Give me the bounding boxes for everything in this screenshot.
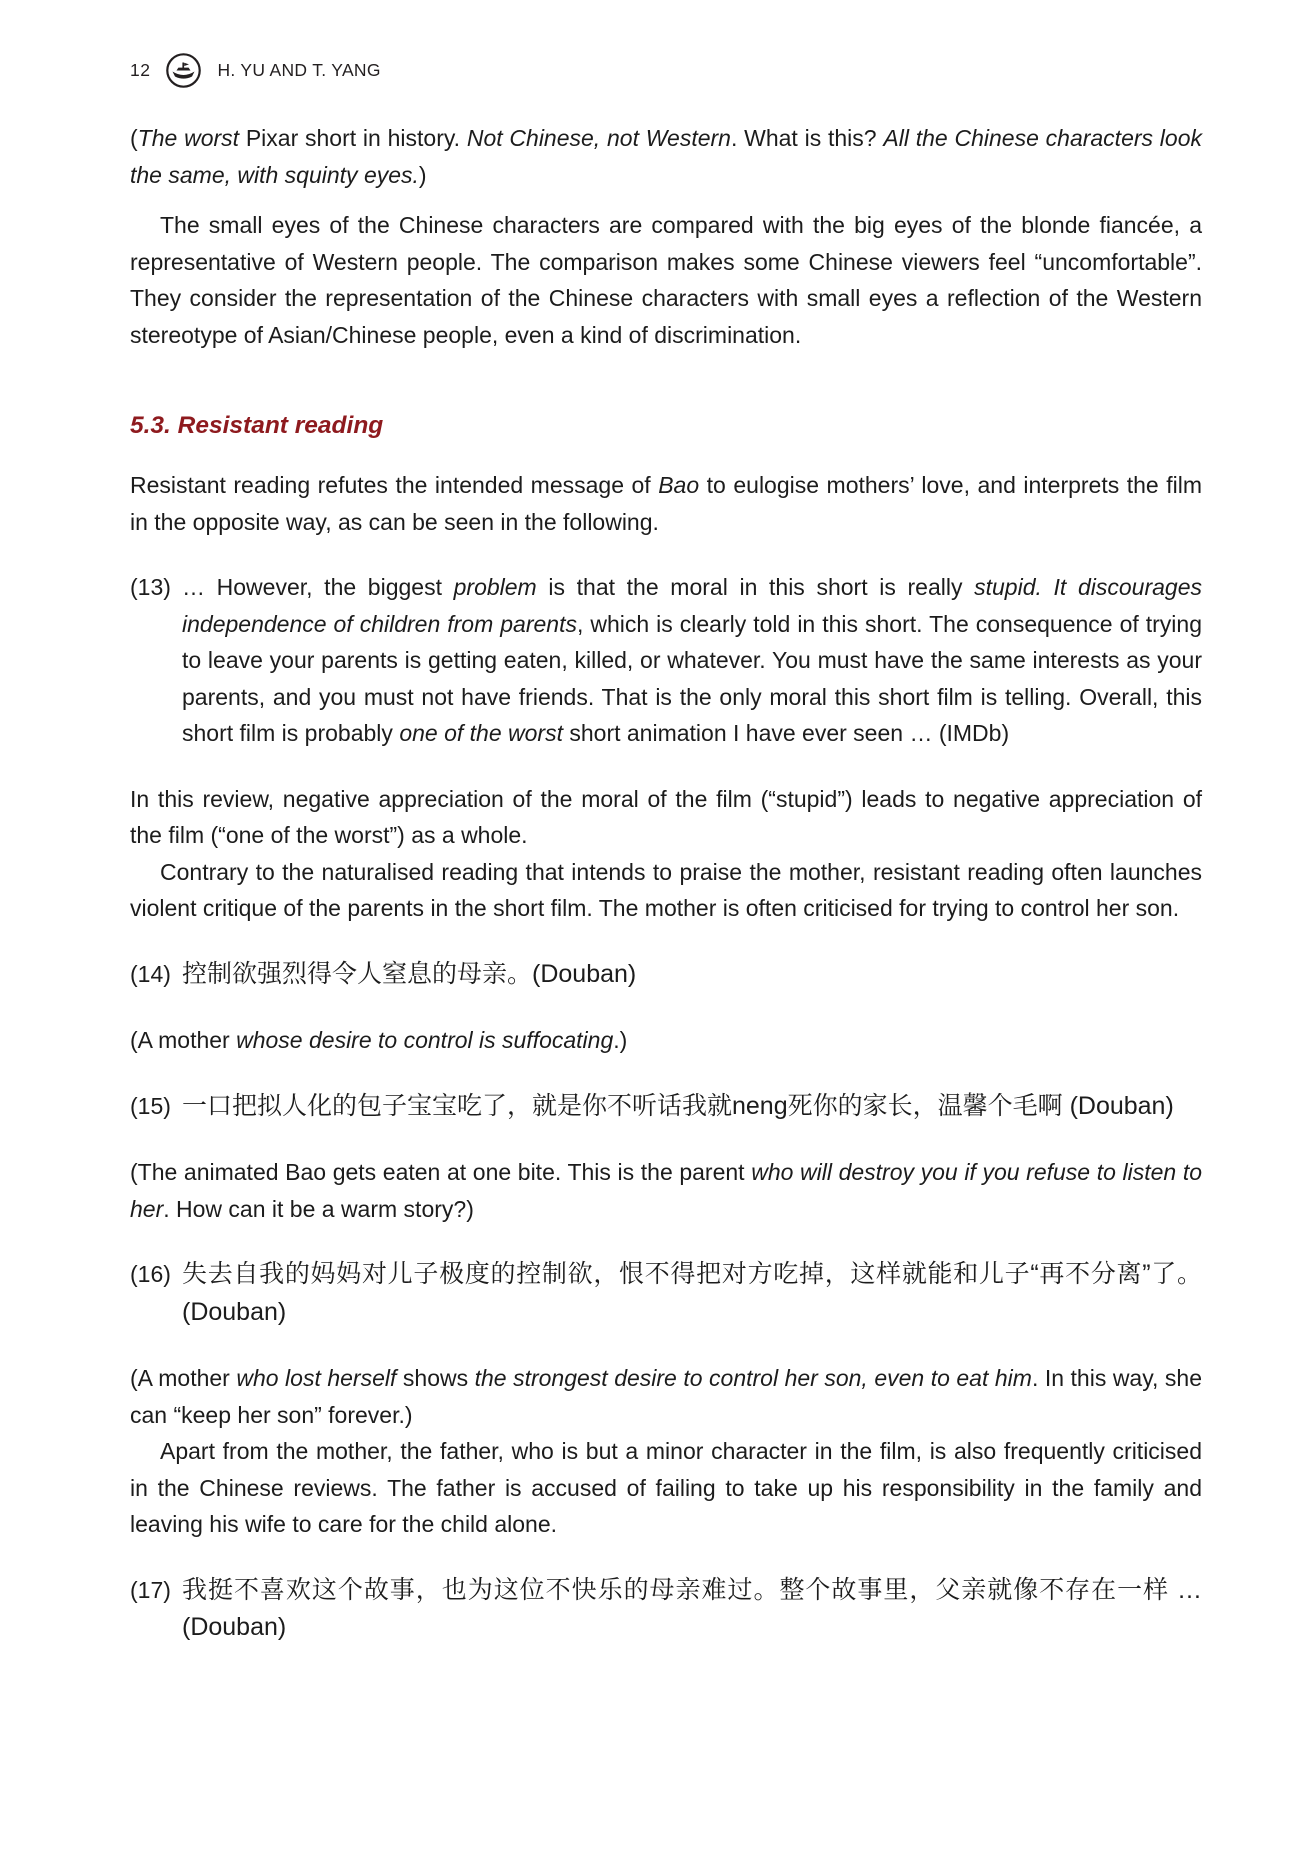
text-run: Apart from the mother, the father, who is but a minor character in the film, is also frequently criticised in the Chinese reviews. The father is accused of failing to take up his responsibility in the family and leaving his wife to care for the child alone. [130,1438,1202,1537]
text-run: 失去自我的妈妈对儿子极度的控制欲，恨不得把对方吃掉，这样就能和儿子“再不分离”了。(Douban) [182,1260,1202,1326]
example-item [130,1088,1202,1126]
text-run: Contrary to the naturalised reading that intends to praise the mother, resistant reading often launches violent critique of the parents in the short film. The mother is often criticised for trying to control her son. [130,858,1202,921]
emphasis-run: All the Chinese characters look the same, with squinty eyes. [130,125,1202,188]
text-run: ) [418,161,427,188]
text-run: 控制欲强烈得令人窒息的母亲。(Douban) [182,959,637,988]
example-label: (13) [130,574,171,600]
example-text [182,1572,1202,1647]
text-run: . In this way, she can “keep her son” forever.) [130,1365,1202,1428]
translation-paragraph [130,1154,1202,1227]
body-paragraph [130,781,1202,854]
body-paragraph [130,854,1202,927]
body-paragraph [130,1433,1202,1543]
article-body [130,120,1202,1676]
text-run: . What is this? [730,125,884,151]
running-head-authors: H. YU AND T. YANG [217,60,381,80]
example-text [182,1256,1202,1331]
translation-paragraph [130,1360,1202,1433]
text-run: The small eyes of the Chinese characters are compared with the big eyes of the blonde fiancée, a representative of Western people. The comparison makes some Chinese viewers feel “uncomfortable”. They consider the representation of the Chinese characters with small eyes a reflection of the Western stereotype of Asian/Chinese people, even a kind of discrimination. [130,212,1202,348]
emphasis-run: who lost herself [236,1365,397,1391]
example-item [130,1256,1202,1331]
text-run: Pixar short in history. [239,125,467,151]
text-run: .) [613,1027,628,1053]
text-run: (A mother [130,1027,237,1053]
translation-paragraph [130,1022,1202,1059]
emphasis-run: Not Chinese, not Western [466,125,731,151]
example-label: (15) [130,1092,171,1119]
text-run: short animation I have ever seen … (IMDb) [562,720,1010,746]
text-run: (The animated Bao gets eaten at one bite. This is the parent [130,1159,752,1185]
body-paragraph [130,207,1202,353]
emphasis-run: stupid. It discourages independence of children from parents [182,574,1202,637]
emphasis-run: The worst [137,125,240,151]
body-paragraph [130,467,1202,540]
example-item [130,1572,1202,1647]
example-label: (16) [130,1261,171,1287]
emphasis-run: who will destroy you if you refuse to listen to her [130,1159,1203,1222]
text-run: (A mother [130,1365,237,1391]
page-header [130,52,381,89]
text-run: 一口把拟人化的包子宝宝吃了，就是你不听话我就neng死你的家长，温馨个毛啊 (Douban) [182,1091,1174,1120]
page-number: 12 [130,60,151,80]
text-run: ( [130,125,138,151]
example-text [182,956,1202,994]
translation-paragraph [130,120,1202,193]
emphasis-run: the strongest desire to control her son, even to eat him [474,1365,1032,1391]
text-run: . How can it be a warm story?) [163,1195,474,1222]
text-run: … However, the biggest [182,574,454,600]
example-text [182,1088,1202,1126]
emphasis-run: problem [453,574,537,600]
text-run: Resistant reading refutes the intended message of [130,472,659,498]
example-text [182,569,1202,752]
example-label: (14) [130,960,171,987]
text-run: 我挺不喜欢这个故事，也为这位不快乐的母亲难过。整个故事里，父亲就像不存在一样 … (Douban) [182,1575,1202,1641]
text-run: shows [396,1365,475,1391]
text-run: In this review, negative appreciation of the moral of the film (“stupid”) leads to negative appreciation of the film (“one of the worst”) as a whole. [130,785,1202,848]
emphasis-run: one of the worst [399,720,563,746]
publisher-ship-logo-icon [165,52,202,89]
example-label: (17) [130,1576,171,1603]
text-run: is that the moral in this short is really [536,574,975,600]
section-heading: 5.3. Resistant reading [130,412,384,439]
example-item [130,569,1202,752]
text-run: , which is clearly told in this short. The consequence of trying to leave your parents is getting eaten, killed, or whatever. You must have the same interests as your parents, and you must not have friends. That is the only moral this short film is telling. Overall, this short film is probably [182,610,1202,746]
emphasis-run: Bao [658,472,700,498]
emphasis-run: whose desire to control is suffocating [236,1027,614,1053]
example-item [130,956,1202,994]
text-run: to eulogise mothers’ love, and interprets the film in the opposite way, as can be seen in the following. [130,472,1202,535]
